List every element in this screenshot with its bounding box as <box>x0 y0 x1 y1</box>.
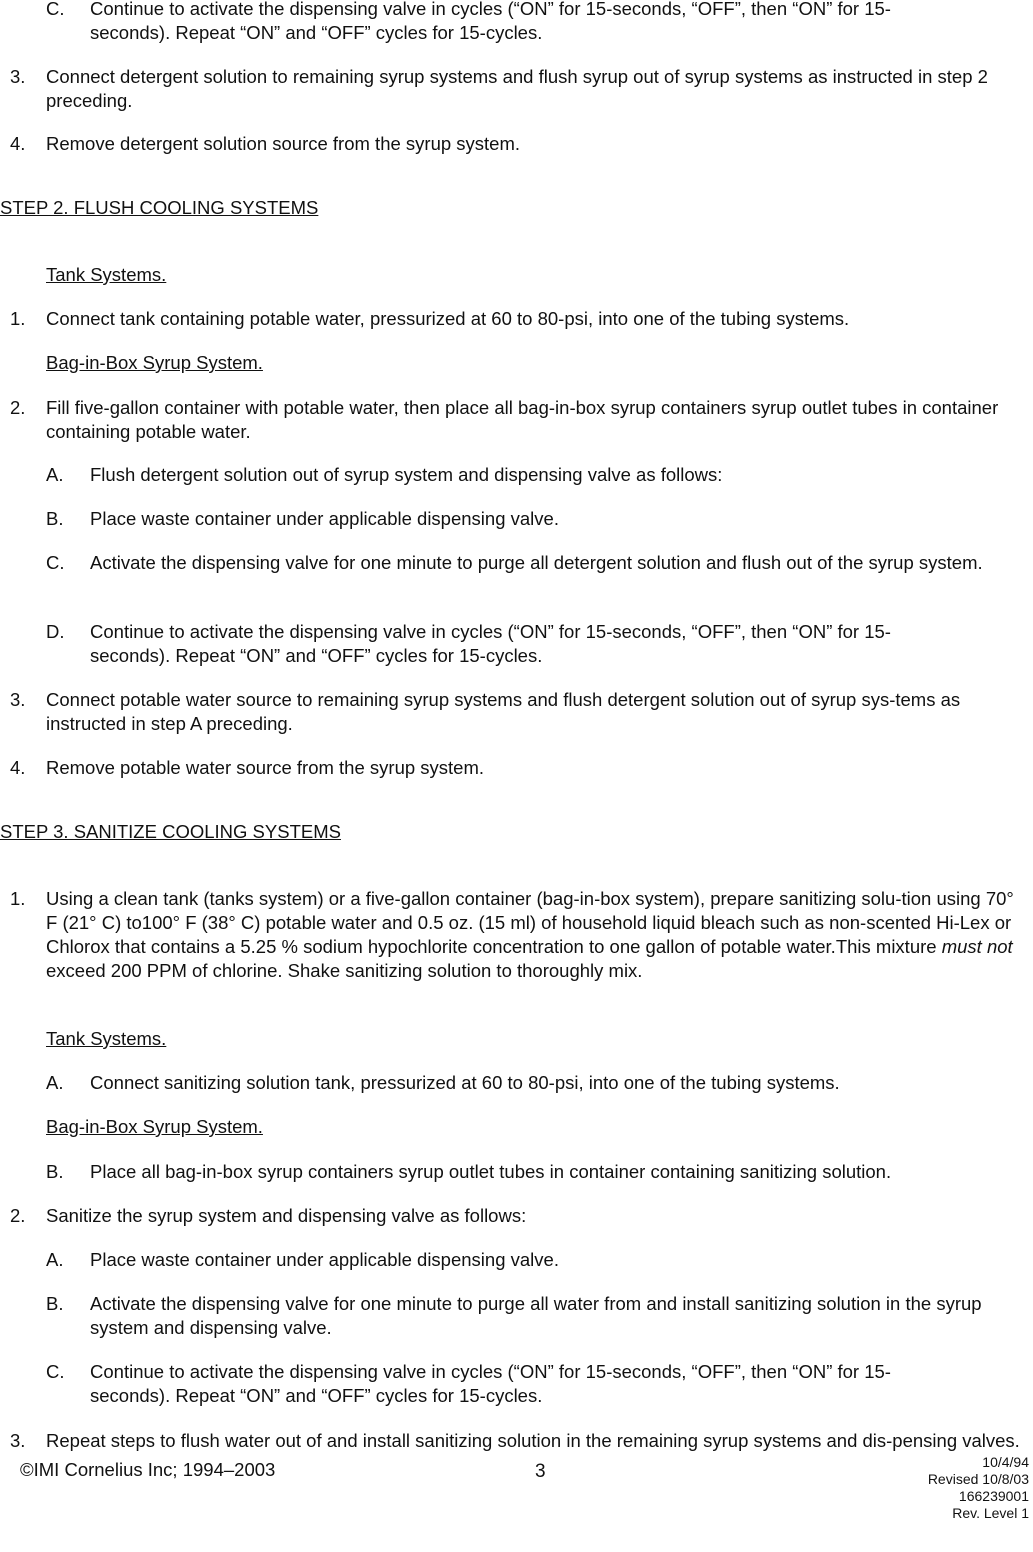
footer-rev-level: Rev. Level 1 <box>952 1505 1029 1521</box>
footer-copyright: ©IMI Cornelius Inc; 1994–2003 <box>20 1459 276 1480</box>
item-text: Connect detergent solution to remaining syrup systems and flush syrup out of syrup systems as instructed in step 2 preceding. <box>46 66 988 111</box>
item-text: Activate the dispensing valve for one minute to purge all detergent solution and flush out of the syrup system. <box>90 552 983 573</box>
subheading-tank-systems: Tank Systems. <box>46 264 167 285</box>
item-number: 2. <box>10 397 26 418</box>
item-text: Connect sanitizing solution tank, pressurized at 60 to 80-psi, into one of the tubing systems. <box>90 1072 840 1093</box>
list-item <box>0 1292 1029 1340</box>
subheading-tank-systems: Tank Systems. <box>46 1028 167 1049</box>
item-text: Continue to activate the dispensing valve in cycles (“ON” for 15-seconds, “OFF”, then “ON” for 15-seconds). Repeat “ON” and “OFF” cycles for 15-cycles. <box>90 621 891 666</box>
item-number: 4. <box>10 757 26 778</box>
item-number: 3. <box>10 689 26 710</box>
item-letter: B. <box>46 508 64 529</box>
list-item <box>0 132 1029 156</box>
item-text <box>46 887 1029 983</box>
section-heading-step-2: STEP 2. FLUSH COOLING SYSTEMS <box>0 197 319 218</box>
item-letter: C. <box>46 552 65 573</box>
list-item <box>0 507 1029 531</box>
list-item <box>0 1204 1029 1228</box>
list-item <box>0 1160 1029 1184</box>
section-heading-step-3: STEP 3. SANITIZE COOLING SYSTEMS <box>0 821 341 842</box>
footer-revision-block <box>928 1454 1029 1522</box>
item-number: 3. <box>10 66 26 87</box>
item-text: Place waste container under applicable dispensing valve. <box>90 508 559 529</box>
item-text: Fill five-gallon container with potable water, then place all bag-in-box syrup containers syrup outlet tubes in container containing potable water. <box>46 397 999 442</box>
subheading-bag-in-box: Bag-in-Box Syrup System. <box>46 352 263 373</box>
footer-revised: Revised 10/8/03 <box>927 1471 1029 1487</box>
item-text: Connect potable water source to remaining syrup systems and flush detergent solution out of syrup sys-tems as instructed in step A preceding. <box>46 689 961 734</box>
list-item <box>0 887 1029 983</box>
item-letter: A. <box>46 1072 64 1093</box>
item-letter: D. <box>46 621 65 642</box>
item-text: Flush detergent solution out of syrup system and dispensing valve as follows: <box>90 464 723 485</box>
item-letter: A. <box>46 1249 64 1270</box>
list-item <box>0 551 1029 575</box>
footer-date: 10/4/94 <box>982 1454 1029 1470</box>
page-number: 3 <box>535 1461 546 1482</box>
item-text: Connect tank containing potable water, pressurized at 60 to 80-psi, into one of the tubing systems. <box>46 308 850 329</box>
list-item <box>0 688 1029 736</box>
item-letter: B. <box>46 1161 64 1182</box>
item-text: Place all bag-in-box syrup containers syrup outlet tubes in container containing sanitizing solution. <box>90 1161 892 1182</box>
list-item <box>0 756 1029 780</box>
list-item <box>0 1248 1029 1272</box>
item-text: Remove detergent solution source from the syrup system. <box>46 133 521 154</box>
list-item <box>0 1071 1029 1095</box>
item-number: 3. <box>10 1430 26 1451</box>
list-item <box>0 65 1029 113</box>
item-text: Remove potable water source from the syrup system. <box>46 757 485 778</box>
item-text-part: exceed 200 PPM of chlorine. Shake sanitizing solution to thoroughly mix. <box>46 960 643 981</box>
list-item <box>0 0 1029 45</box>
item-text: Continue to activate the dispensing valve in cycles (“ON” for 15-seconds, “OFF”, then “ON” for 15-seconds). Repeat “ON” and “OFF” cycles for 15-cycles. <box>90 1361 891 1406</box>
item-text: Continue to activate the dispensing valve in cycles (“ON” for 15-seconds, “OFF”, then “ON” for 15-seconds). Repeat “ON” and “OFF” cycles for 15-cycles. <box>90 0 891 43</box>
list-item <box>0 307 1029 331</box>
item-text: Place waste container under applicable dispensing valve. <box>90 1249 559 1270</box>
item-number: 1. <box>10 308 26 329</box>
list-item <box>0 463 1029 487</box>
item-letter: C. <box>46 0 65 19</box>
item-letter: A. <box>46 464 64 485</box>
list-item <box>0 620 1029 668</box>
item-text-part: Using a clean tank (tanks system) or a five-gallon container (bag-in-box system), prepare sanitizing solu-tion using 70° F (21° C) to100° F (38° C) potable water and 0.5 oz. (15 ml) of household liquid bleach such as non-scented Hi-Lex or Chlorox that contains a 5.25 % sodium hypochlorite concentration to one gallon of potable water.This mixture <box>46 888 1014 957</box>
footer-part-number: 166239001 <box>958 1488 1029 1504</box>
item-text: Sanitize the syrup system and dispensing valve as follows: <box>46 1205 527 1226</box>
list-item <box>0 1360 1029 1408</box>
subheading-bag-in-box: Bag-in-Box Syrup System. <box>46 1116 263 1137</box>
item-number: 2. <box>10 1205 26 1226</box>
item-number: 4. <box>10 133 26 154</box>
item-letter: B. <box>46 1293 64 1314</box>
emphasis-text: must not <box>941 936 1013 957</box>
item-text: Activate the dispensing valve for one minute to purge all water from and install sanitizing solution in the syrup system and dispensing valve. <box>90 1293 982 1338</box>
list-item <box>0 1429 1029 1453</box>
item-text: Repeat steps to flush water out of and install sanitizing solution in the remaining syrup systems and dis-pensing valves. <box>46 1430 1020 1451</box>
item-letter: C. <box>46 1361 65 1382</box>
item-number: 1. <box>10 888 26 909</box>
list-item <box>0 396 1029 444</box>
